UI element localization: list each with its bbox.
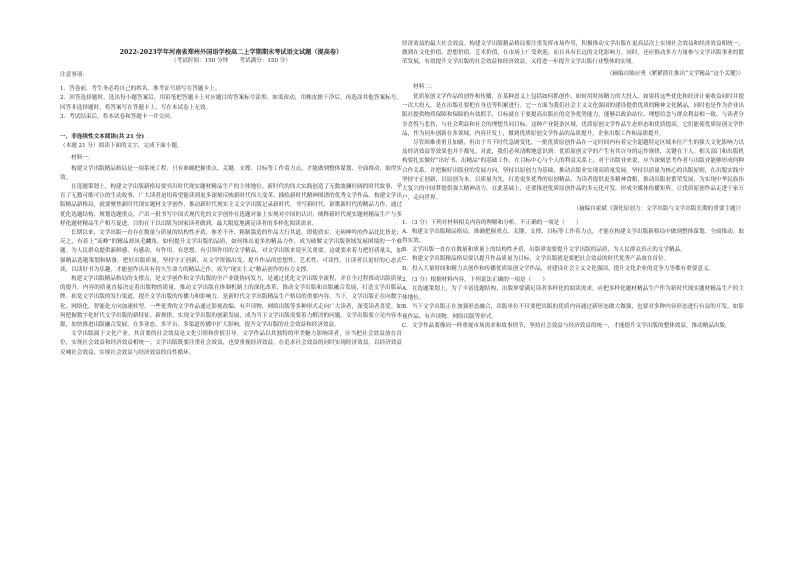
notice-item: 3．考试结束后，将本试卷和答题卡一并交回。 (60, 113, 176, 120)
question-option: C．构建文学出版精品格局要以提升作品质量为目标，文学出版就是要把社会效益的时代优秀产品放在首位。 (402, 256, 670, 263)
material-label: 材料一： (71, 155, 94, 162)
section-heading: 一、非连续性文本阅读(共 21 分) (60, 134, 145, 141)
paragraph: 优质原创文学作品的创作和传播，在某种意义上包括如何抓创作、如何用时间精力的大投入。如果将这些优化和经济计量收益同时并提一次大投入，是在出版社要把在身边等积累进行。它一方面为我们社会主义文化强国的建设提供优质的精神文化精品，同时也是作为企业出版社提供物质保障和保障的有效抓手，目标就在于要提高出版社的竞争优势能力，能够以政治站位、理想信念与群众利益相一致、与读者分享喜悦与悲伤，与社会利益和社会的理想共同目标，这种产业链条区域，优质原创文学作品生态形态和优质提高，它们能使优质原创文学作品，作为同步创新在多领域、内容开发上，做到优质原创文学作品的品质提升，企业出版工作和品质提升。 (402, 94, 744, 137)
question-stem: 1．（3 分）下列对材料相关内容的理解和分析，不正确的一项是（ ） (402, 219, 582, 226)
notice-item: 1．答卷前，考生务必将自己的姓名、准考证号填写在答题卡上。 (60, 86, 221, 93)
question-option: C．文学作品要像同一样重视市场需求和故事情节，坚持社会效益与经济效益的统一，才能提升文学出版的整体效益，推动精品出版。 (402, 322, 731, 329)
question-option: B．当下文学出版正在加强形态融合，出版单位不仅要把出版的优质内容通过新形态做大做强，也要对多种内容形态进行有益的开发，如影视作品、有声读物、网络出版等形式。 (402, 304, 744, 320)
paragraph: 文学出版属于文化产业，其首要的社会效益是文化引领和价值引导。文学作品以其独特的审美魅力影响读者，应当把社会效益放在首位，实现社会效益和经济效益相统一。文学出版既要注重社会效益，也要重视经济效益，在追求社会效益的同时实现经济效益，以经济效益反哺社会效益，实现社会效益与经济效益的良性循环。 (60, 331, 402, 356)
question-option: A．构建文学出版精品格局，准确把握重点、关键、支撑、目标等工作着力点，才能在构建文学出版新格局中做到整体谋划、全面推动、取得实效。 (402, 228, 744, 245)
source-citation: （摘编自陈应勇《紧紧抓住推出“文学精品”这个关键》） (606, 70, 744, 77)
paragraph: 构建文学出版精品格局是一项系统工程，只有准确把握重点、关键、支撑、目标等工作着力点，才能做到整体谋划、全面推动、取得实效。 (60, 165, 402, 181)
notice-item: 2．回答选择题时，选出每小题答案后，用铅笔把答题卡上对应题目的答案标号涂黑。如需改动，用橡皮擦干净后，再选涂其他答案标号。回答非选择题时，将答案写在答题卡上，写在本试卷上无效。 (60, 95, 402, 111)
notice-heading: 注意事项： (60, 72, 88, 78)
paragraph: 构建文学出版精品格局的支撑点，是文学创作和文学出版的全产业链协同发力，是通过优化文学出版全流程，并在全过程推动出版质量的提升。内容的质量直接决定着出版物的质量。推动文学出版在体制机制上的深化改革，推动文学出版和出版融合发展，打造文学出版品牌。拓宽文学出版的发行渠道，提升文学出版的传播力和影响力，是新时代文学出版精品生产格局的重要内容。当下，文学出版正在向数字化、网络化、智能化方向加速转型，一些优秀的文学作品通过影视改编、有声读物、网络出版等多种形式走向广大读者，深受读者喜爱。如何把握数字化时代文学出版的新特征、新规律，实现文学出版的创新发展，成为当下文学出版需要着力解决的问题。文学出版要立足内容本源，加快推进出版融合发展，在多业态、多平台、多渠道传播中扩大影响，提升文学出版的社会效益和经济效益。 (60, 276, 402, 329)
material-label: 材料二： (413, 83, 436, 90)
question-option: D．投入大量时间和精力去创作和传播优质原创文学作品，对建设社会主义文化强国、提升文化企业的竞争力等都有重要意义。 (402, 265, 715, 272)
paragraph: 经济效益的最大社会效益。构建文学出版精品格局要注重发挥市场作用，积极推动文学出版在更高层次上实现社会效益和经济效益相统一，做到在文化价值、思想价值、艺术价值，在市场上广受欢迎，而且具有长远的文化影响力。同时，还应推动多方力量参与文学出版事业的繁荣发展，有效提升文学出版的社会效益和经济效益，又将进一步提升文学出版行业整体的实现。 (402, 41, 744, 66)
paragraph: 长期以来，文学出版一直存在数量与质量的结构性矛盾，参差不齐、粗制滥造的作品大行其道，即使质实、无病呻吟的作品比比皆是；反之，有着上“高峰”的精品却凤毛麟角，如何提升文学出版的品质，如何推出更多的精品力作，成为破解文学出版领域发展困境的一个难题。为人民群众提供新鲜感、有感动、有作用，有思想、有引领作用的文学精品，对文学出版来说至关重要。这就要求着力把好质量关，加强精品选题策划和储备，把好出版质量，坚持守正创新，从文学资源出发，提升作品的思想性、艺术性、可读性。让读者以更好的心态去读，以读好书为乐趣，才能创作出具有持久生命力的精品之作，成为“现实主义”精品创作的有力支撑。 (60, 230, 402, 273)
exam-title: 2022-2023学年河南省郑州外国语学校高二上学期期末考试语文试题（提高卷） (119, 49, 343, 56)
exam-subtitle: （考试时间：150 分钟 考试满分：150 分） (170, 58, 291, 64)
paragraph: 尽管困难重重且加剧，但由于当下时代急剧变化，一批优质原创作品在一定时间内有着完全超越特定区域本位产生的强大文化影响力以及经济效益等效果也并不都见。对此，我们必须清醒地意识到：优质原创文学的产生有其自身的运作规律，关键在于人。相关部门和出版机构要扎实做好“出好书、出精品”的基础工作，在目标中心与个人的利益关系上，对于出版业来说，应当深刻思考作者与出版业能够形成何种合作关系，并把握好出版业的发展方向，坚持以原创力为基础，推动出版业实现高质量发展。坚持以质量为核心的出版原则，在出版实践中坚持守正创新，以原创为本，以质量为先，打造更多优秀的原创精品，为读者提供更多精神食粮，推动出版业繁荣发展，为实现中华民族伟大复兴的中国梦提供强大精神动力。在此基础上，还要推进优质原创作品的多元化开发，形成全媒体传播矩阵，让优质原创作品走进千家万户，走向世界。 (402, 140, 744, 202)
section-intro: （本题 21 分）阅读下面的文字，完成下面小题。 (60, 143, 183, 150)
question-stem: 2．（3 分）根据材料内容，下列说法正确的一项是（ ） (402, 276, 548, 283)
question-option: B．文学出版一直存在数量和质量上的结构性矛盾，出版界需要提升文学出版的品质，为人民群众真正的文学精品。 (402, 247, 686, 254)
question-option: A．在选题策划上，为了丰富选题结构，出版界要满足读者多样化的阅读需求，应把多样化题材精品生产作为新时代现实题材精品生产的主体地位。 (402, 286, 744, 302)
source-citation: （摘编自霍斌《强化原创力：文学出版与文学出版长期的重要主题》） (573, 206, 744, 213)
left-column (60, 40, 402, 358)
paragraph: 在选题策划上，构建文学出版新格局要突出时代现实题材精品生产的主体地位。新时代的伟大实践创造了无数波澜壮阔的时代故事，孕育了无数可歌可泣的生动故事，广大读者迫切希望能读到更多深刻反映新时代伟大变革、描绘新时代精神图谱的优秀文学作品。构建文学出版精品新格局，就要聚焦新时代现实题材文学创作，推动新时代现实主义文学出版记录新时代、书写新时代、讴歌新时代的精品力作，通过优化选题结构、规划选题重点，产出一批书写中国式现代化的文学创作在选题对象上实现对中国的认识，阐释新时代现实题材精品生产与多样化题材精品生产相互促进，目的在于以出版为国家读者做到，最大限度地满足读者的多样化阅读需求。 (60, 184, 402, 227)
right-column (402, 40, 744, 331)
